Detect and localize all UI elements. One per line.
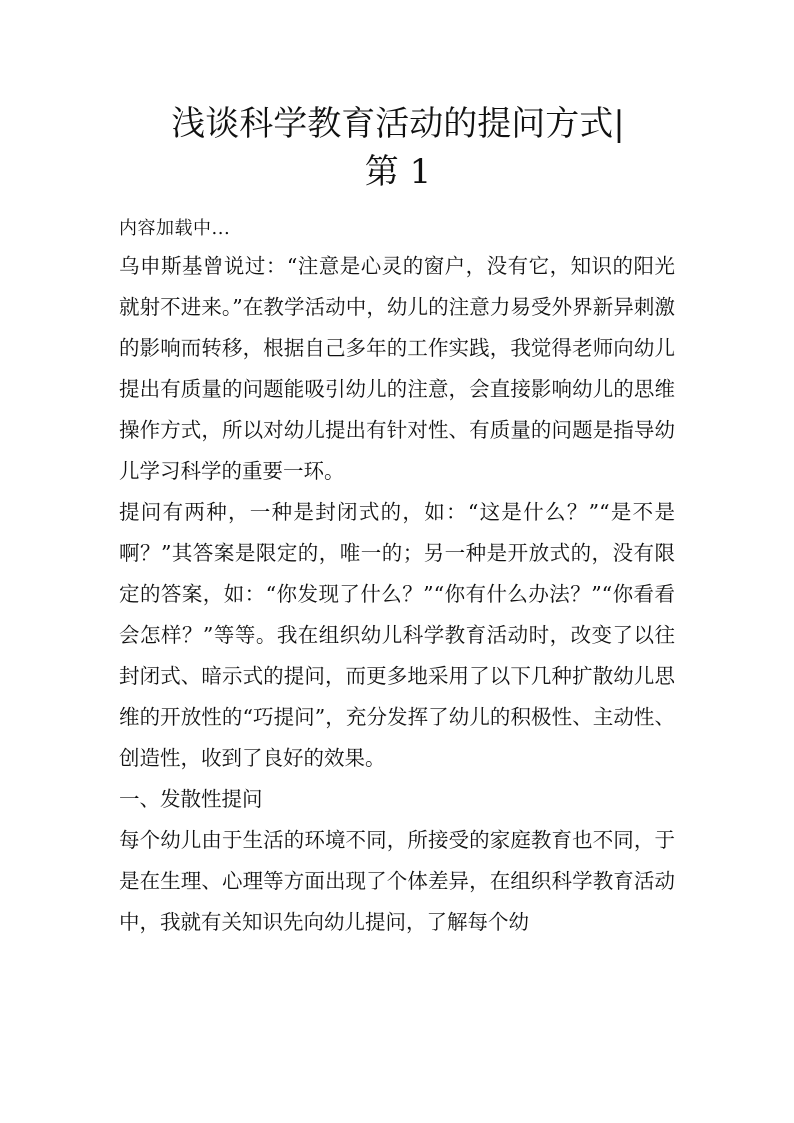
section-paragraph: 每个幼儿由于生活的环境不同，所接受的家庭教育也不同，于是在生理、心理等方面出现了个体差异，在组织科学教育活动中，我就有关知识先向幼儿提问，了解每个幼 (119, 828, 675, 934)
section-heading: 一、发散性提问 (119, 787, 263, 811)
loading-text: 内容加载中... (119, 218, 231, 239)
title-line-2: 第 1 (364, 152, 432, 192)
document-title (118, 100, 678, 196)
paragraph-2: 提问有两种，一种是封闭式的，如：“这是什么？”“是不是啊？”其答案是限定的，唯一的；另一种是开放式的，没有限定的答案，如：“你发现了什么？”“你有什么办法？”“你看看会怎样？”等等。我在组织幼儿科学教育活动时，改变了以往封闭式、暗示式的提问，而更多地采用了以下几种扩散幼儿思维的开放性的“巧提问”，充分发挥了幼儿的积极性、主动性、创造性，收到了良好的效果。 (119, 500, 675, 770)
document-body (119, 212, 675, 943)
paragraph-1: 乌申斯基曾说过：“注意是心灵的窗户，没有它，知识的阳光就射不进来。”在教学活动中，幼儿的注意力易受外界新异刺激的影响而转移，根据自己多年的工作实践，我觉得老师向幼儿提出有质量的问题能吸引幼儿的注意，会直接影响幼儿的思维操作方式，所以对幼儿提出有针对性、有质量的问题是指导幼儿学习科学的重要一环。 (119, 254, 675, 483)
title-line-1: 浅谈科学教育活动的提问方式| (171, 104, 625, 144)
